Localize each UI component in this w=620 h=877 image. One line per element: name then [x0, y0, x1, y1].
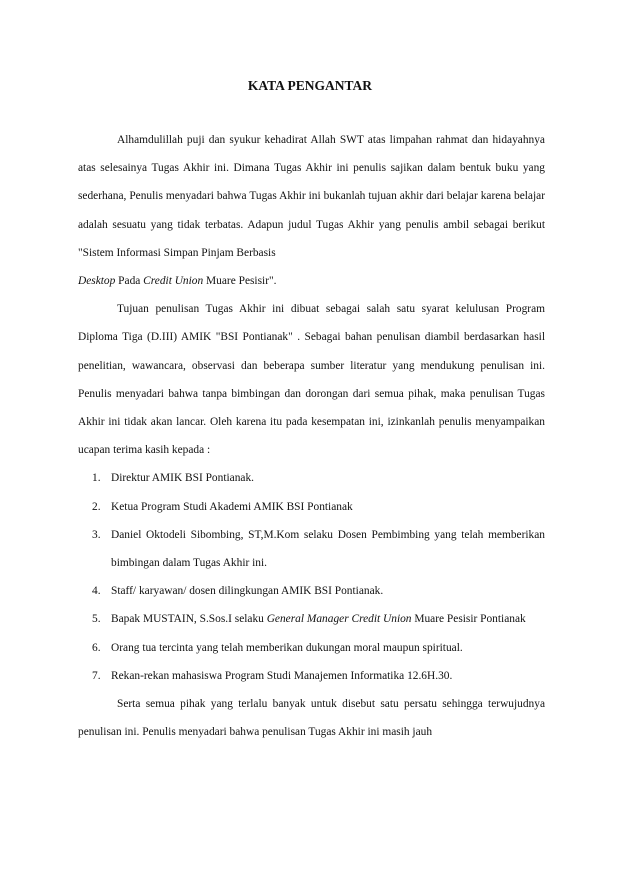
list-item-text: Direktur AMIK BSI Pontianak.: [111, 472, 255, 485]
list-item-text-italic: General Manager Credit Union: [266, 613, 412, 626]
list-item: [78, 662, 545, 690]
list-item-text: Staff/ karyawan/ dosen dilingkungan AMIK BSI Pontianak.: [111, 585, 384, 598]
page-title: KATA PENGANTAR: [247, 78, 373, 93]
list-item: [78, 605, 545, 633]
paragraph-intro-end: Muare Pesisir".: [203, 275, 277, 288]
paragraph-intro: [78, 126, 545, 295]
list-item: [78, 521, 545, 577]
list-item-number: 2.: [92, 500, 101, 513]
document-body: [78, 126, 545, 746]
paragraph-closing: Serta semua pihak yang terlalu banyak untuk disebut satu persatu sehingga terwujudnya penulisan ini. Penulis menyadari bahwa penulisan Tugas Akhir ini masih jauh: [78, 698, 545, 739]
list-item-number: 3.: [92, 528, 101, 541]
list-item-number: 7.: [92, 669, 101, 682]
list-item-text: Ketua Program Studi Akademi AMIK BSI Pontianak: [111, 500, 353, 513]
list-item-text-post: Muare Pesisir Pontianak: [411, 613, 526, 626]
list-item: [78, 577, 545, 605]
list-item: [78, 493, 545, 521]
acknowledgement-list: [78, 464, 545, 690]
paragraph-intro-mid: Pada: [115, 275, 144, 288]
paragraph-purpose: Tujuan penulisan Tugas Akhir ini dibuat sebagai salah satu syarat kelulusan Program Diploma Tiga (D.III) AMIK "BSI Pontianak" . Sebagai bahan penulisan diambil berdasarkan hasil penelitian, wawancara, observasi dan beberapa sumber literatur yang mendukung penulisan ini. Penulis menyadari bahwa tanpa bimbingan dan dorongan dari semua pihak, maka penulisan Tugas Akhir ini tidak akan lancar. Oleh karena itu pada kesempatan ini, izinkanlah penulis menyampaikan ucapan terima kasih kepada :: [78, 303, 545, 457]
list-item-number: 1.: [92, 472, 101, 485]
list-item-text: Rekan-rekan mahasiswa Program Studi Manajemen Informatika 12.6H.30.: [111, 669, 453, 682]
list-item-text-pre: Bapak MUSTAIN, S.Sos.I selaku: [111, 613, 267, 626]
list-item: [78, 464, 545, 492]
list-item-number: 6.: [92, 641, 101, 654]
paragraph-intro-italic-credit-union: Credit Union: [143, 275, 204, 288]
list-item-text: Orang tua tercinta yang telah memberikan dukungan moral maupun spiritual.: [111, 641, 463, 654]
list-item-number: 5.: [92, 613, 101, 626]
paragraph-intro-italic-desktop: Desktop: [78, 275, 116, 288]
list-item-number: 4.: [92, 585, 101, 598]
paragraph-intro-text: Alhamdulillah puji dan syukur kehadirat Allah SWT atas limpahan rahmat dan hidayahnya atas selesainya Tugas Akhir ini. Dimana Tugas Akhir ini penulis sajikan dalam bentuk buku yang sederhana, Penulis menyadari bahwa Tugas Akhir ini bukanlah tujuan akhir dari belajar karena belajar adalah sesuatu yang tidak terbatas. Adapun judul Tugas Akhir yang penulis ambil sebagai berikut "Sistem Informasi Simpan Pinjam Berbasis: [78, 134, 545, 259]
list-item: [78, 634, 545, 662]
list-item-text: Daniel Oktodeli Sibombing, ST,M.Kom selaku Dosen Pembimbing yang telah memberikan bimbingan dalam Tugas Akhir ini.: [111, 528, 545, 570]
